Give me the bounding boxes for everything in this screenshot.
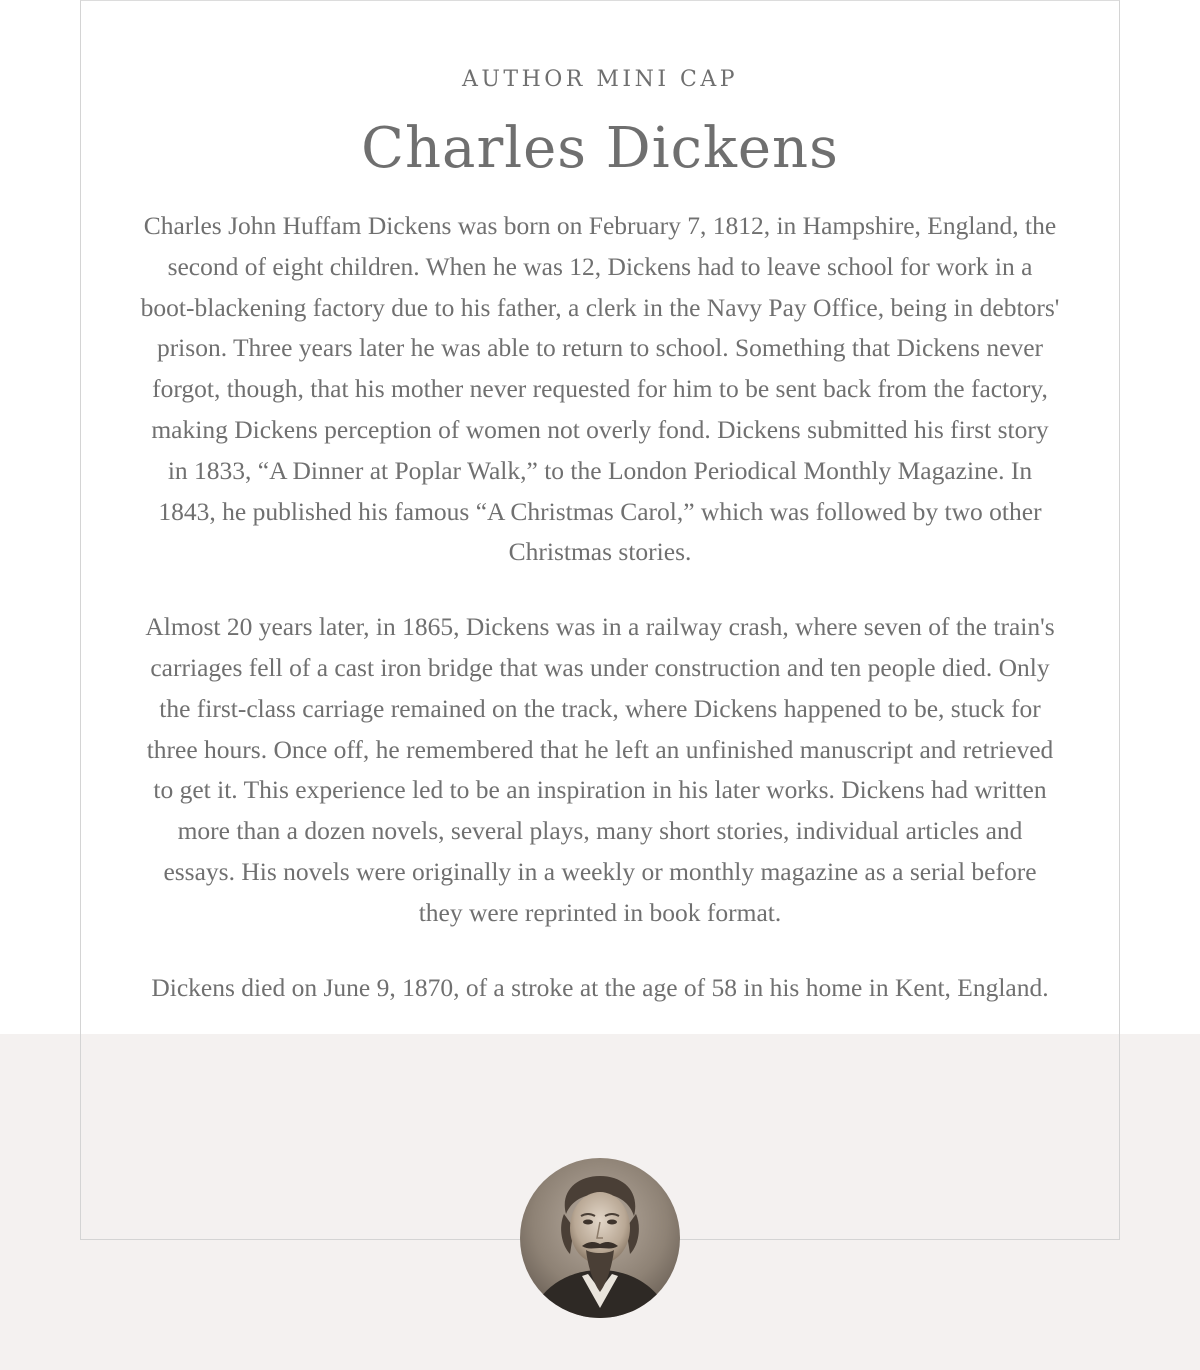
bio-paragraph-early-life: Charles John Huffam Dickens was born on February 7, 1812, in Hampshire, England, the second of eight children. When he was 12, Dickens had to leave school for work in a boot-blackening factory due to his father, a clerk in the Navy Pay Office, being in debtors' prison. Three years later he was able to return to school. Something that Dickens never forgot, though, that his mother never requested for him to be sent back from the factory, making Dickens perception of women not overly fond. Dickens submitted his first story in 1833, “A Dinner at Poplar Walk,” to the London Periodical Monthly Magazine. In 1843, he published his famous “A Christmas Carol,” which was followed by two other Christmas stories. [140,211,1060,567]
bio-paragraph-railway-crash: Almost 20 years later, in 1865, Dickens was in a railway crash, where seven of the train's carriages fell of a cast iron bridge that was under construction and ten people died. Only the first-class carriage remained on the track, where Dickens happened to be, stuck for three hours. Once off, he remembered that he left an unfinished manuscript and retrieved to get it. This experience led to be an inspiration in his later works. Dickens had written more than a dozen novels, several plays, many short stories, individual articles and essays. His novels were originally in a weekly or monthly magazine as a serial before they were reprinted in book format. [145,612,1055,927]
author-content [140,0,1060,1008]
portrait-image [520,1158,680,1318]
author-name-title: Charles Dickens [361,116,839,181]
section-overline: AUTHOR MINI CAP [461,67,739,92]
bio-paragraph-death: Dickens died on June 9, 1870, of a stroke at the age of 58 in his home in Kent, England. [151,972,1049,1002]
author-portrait [520,1158,680,1318]
